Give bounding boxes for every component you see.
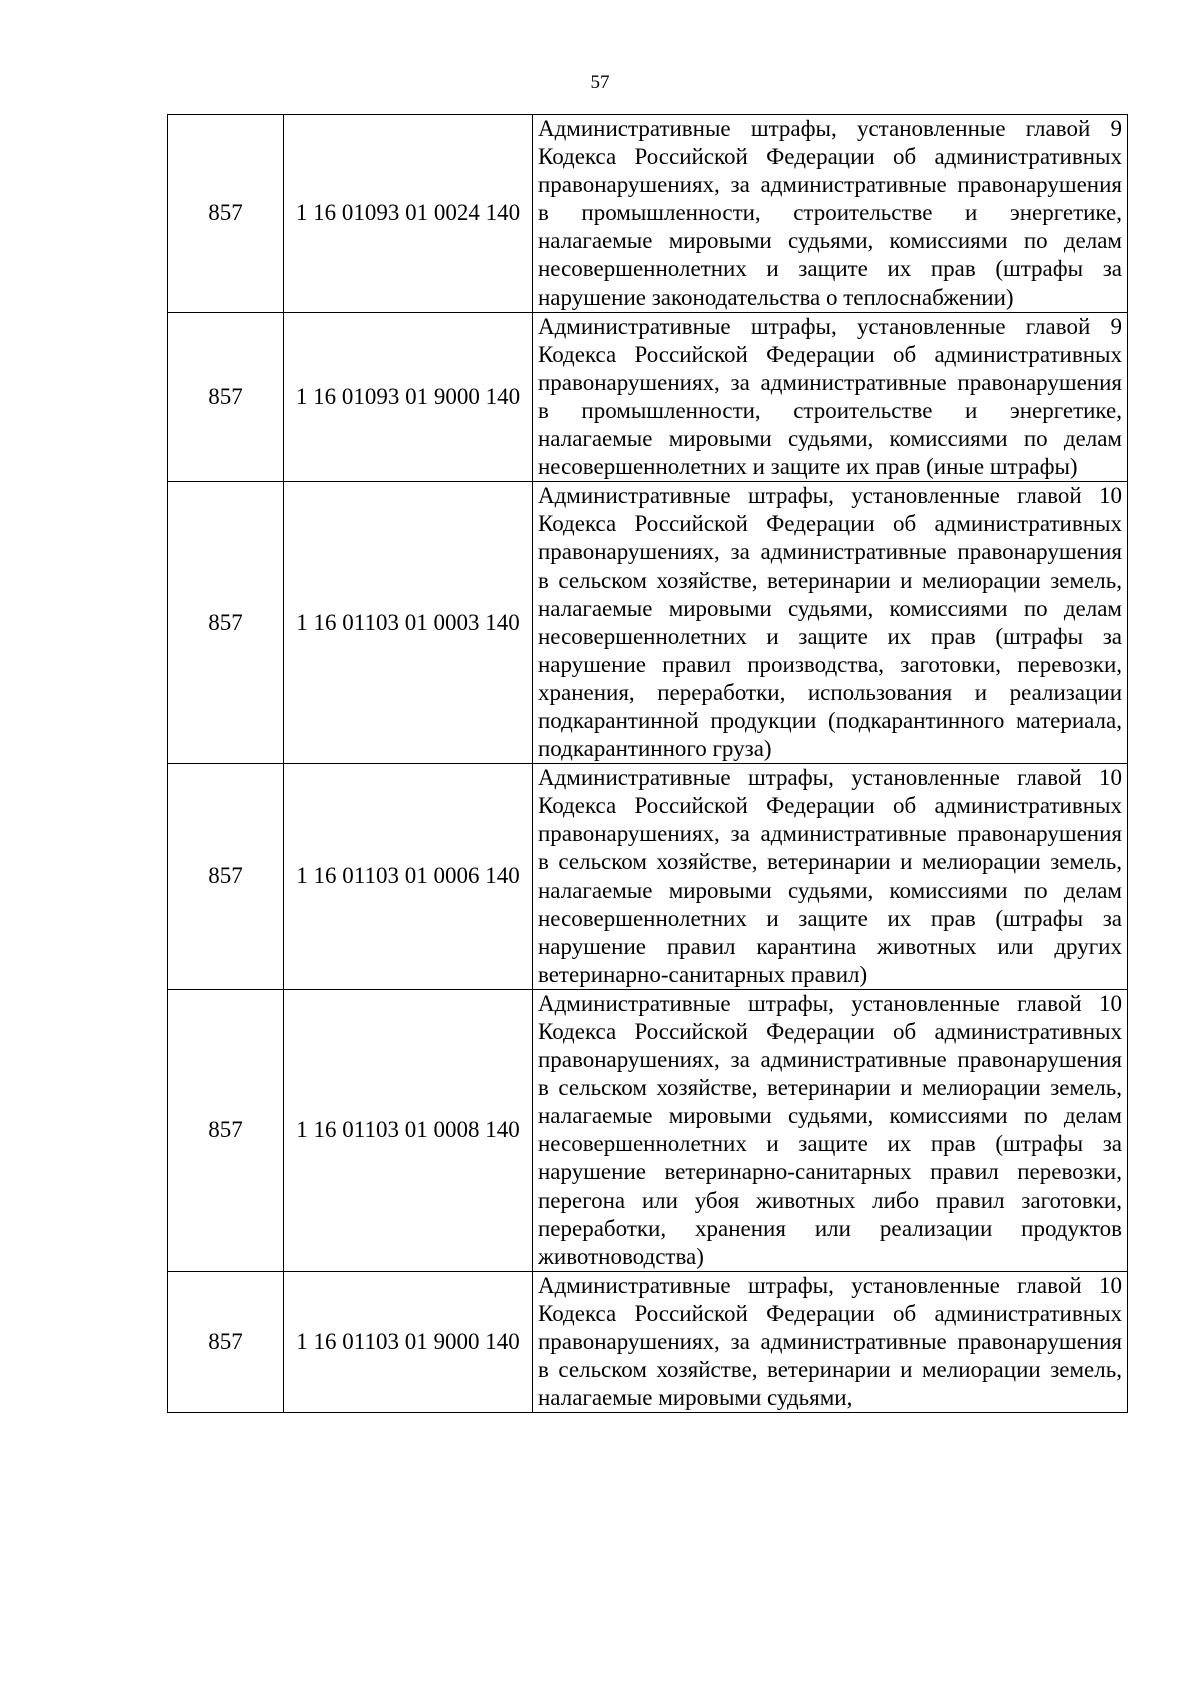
description-text: Административные штрафы, установленные главой 10 Кодекса Российской Федерации об административных правонарушениях, за административные правонарушения в сельском хозяйстве, ветеринарии и мелиорации земель, налагаемые мировыми судьями, комиссиями по делам несовершеннолетних и защите их прав (штрафы за нарушение правил производства, заготовки, перевозки, хранения, переработки, использования и реализации подкарантинной продукции (подкарантинного материала, подкарантинного груза) <box>538 483 1122 762</box>
description-cell <box>533 764 1128 990</box>
description-cell <box>533 989 1128 1271</box>
table-row <box>168 482 1128 764</box>
description-cell <box>533 1271 1128 1412</box>
description-text: Административные штрафы, установленные главой 10 Кодекса Российской Федерации об административных правонарушениях, за административные правонарушения в сельском хозяйстве, ветеринарии и мелиорации земель, налагаемые мировыми судьями, комиссиями по делам несовершеннолетних и защите их прав (штрафы за нарушение правил карантина животных или других ветеринарно-санитарных правил) <box>538 765 1122 987</box>
description-text: Административные штрафы, установленные главой 9 Кодекса Российской Федерации об административных правонарушениях, за административные правонарушения в промышленности, строительстве и энергетике, налагаемые мировыми судьями, комиссиями по делам несовершеннолетних и защите их прав (иные штрафы) <box>538 313 1122 480</box>
admin-code-cell: 857 <box>168 1271 284 1412</box>
admin-code-cell: 857 <box>168 989 284 1271</box>
description-text: Административные штрафы, установленные главой 9 Кодекса Российской Федерации об административных правонарушениях, за административные правонарушения в промышленности, строительстве и энергетике, налагаемые мировыми судьями, комиссиями по делам несовершеннолетних и защите их прав (штрафы за нарушение законодательства о теплоснабжении) <box>538 116 1122 310</box>
revenue-code-cell: 1 16 01093 01 0024 140 <box>284 115 533 313</box>
revenue-code-cell: 1 16 01103 01 0008 140 <box>284 989 533 1271</box>
admin-code-cell: 857 <box>168 115 284 313</box>
admin-code-cell: 857 <box>168 482 284 764</box>
table-row <box>168 312 1128 482</box>
description-text: Административные штрафы, установленные главой 10 Кодекса Российской Федерации об административных правонарушениях, за административные правонарушения в сельском хозяйстве, ветеринарии и мелиорации земель, налагаемые мировыми судьями, комиссиями по делам несовершеннолетних и защите их прав (штрафы за нарушение ветеринарно-санитарных правил перевозки, перегона или убоя животных либо правил заготовки, переработки, хранения или реализации продуктов животноводства) <box>538 990 1122 1269</box>
description-cell <box>533 115 1128 313</box>
revenue-code-cell: 1 16 01103 01 0003 140 <box>284 482 533 764</box>
table-row <box>168 1271 1128 1412</box>
revenue-code-cell: 1 16 01103 01 0006 140 <box>284 764 533 990</box>
table-row <box>168 989 1128 1271</box>
table-row <box>168 764 1128 990</box>
description-cell <box>533 312 1128 482</box>
description-text: Административные штрафы, установленные главой 10 Кодекса Российской Федерации об административных правонарушениях, за административные правонарушения в сельском хозяйстве, ветеринарии и мелиорации земель, налагаемые мировыми судьями, <box>538 1272 1122 1411</box>
description-cell <box>533 482 1128 764</box>
table-row <box>168 115 1128 313</box>
revenue-codes-table <box>167 114 1128 1413</box>
page-number: 57 <box>590 72 610 93</box>
revenue-code-cell: 1 16 01093 01 9000 140 <box>284 312 533 482</box>
admin-code-cell: 857 <box>168 312 284 482</box>
revenue-code-cell: 1 16 01103 01 9000 140 <box>284 1271 533 1412</box>
admin-code-cell: 857 <box>168 764 284 990</box>
